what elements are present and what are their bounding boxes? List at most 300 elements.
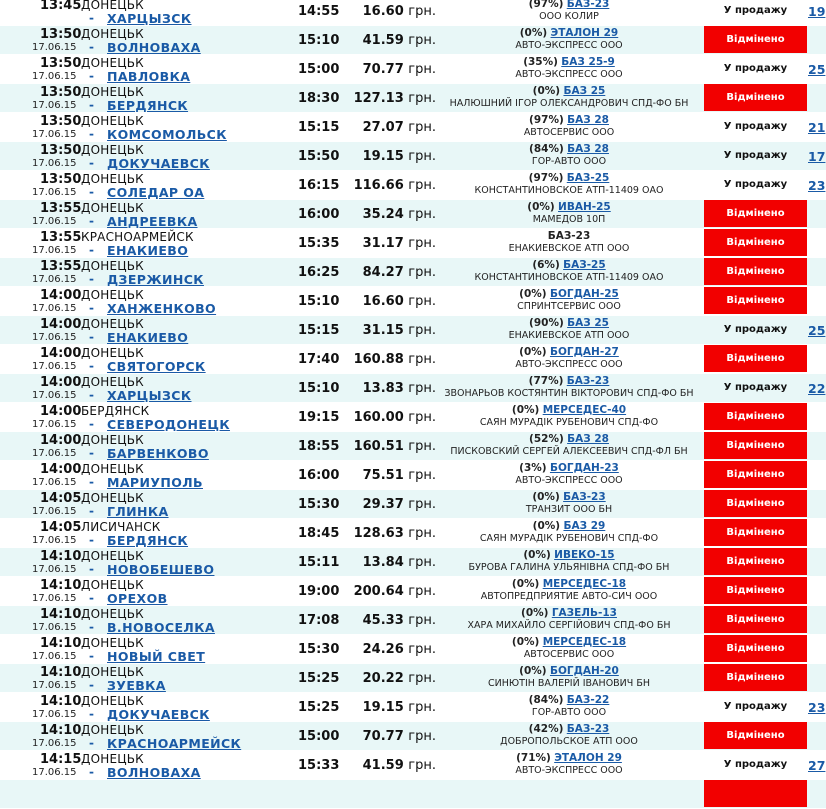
bus-model-link[interactable]: ГАЗЕЛЬ-13 bbox=[551, 607, 617, 619]
departure-cell bbox=[0, 403, 296, 432]
bus-info bbox=[437, 172, 701, 197]
departure-cell bbox=[0, 548, 296, 577]
carrier-name: СПРИНТСЕРВИС ООО bbox=[517, 301, 621, 312]
departure-station: ДОНЕЦЬК bbox=[81, 636, 144, 650]
occupancy-percent: (6%) bbox=[532, 259, 560, 271]
bus-info bbox=[437, 0, 701, 23]
bus-info bbox=[437, 27, 701, 52]
arrival-time: 18:30 bbox=[298, 91, 340, 106]
currency-label: грн. bbox=[408, 584, 436, 599]
departure-date: 17.06.15 bbox=[32, 42, 77, 53]
status-badge: Відмінено bbox=[704, 635, 807, 662]
destination-link[interactable]: В.НОВОСЕЛКА bbox=[107, 620, 215, 635]
departure-time: 14:10 bbox=[40, 723, 82, 738]
destination-link[interactable]: ВОЛНОВАХА bbox=[107, 40, 201, 55]
currency-label: грн. bbox=[408, 497, 436, 512]
destination-link[interactable]: БЕРДЯНСК bbox=[107, 98, 189, 113]
arrival-time: 15:11 bbox=[298, 555, 340, 570]
departure-station: ДОНЕЦЬК bbox=[81, 549, 144, 563]
arrival-time: 15:10 bbox=[298, 33, 340, 48]
ticket-price: 27.07 грн. bbox=[362, 120, 436, 135]
route-dash: - bbox=[89, 330, 94, 344]
destination-link[interactable]: ХАРЦЫЗСК bbox=[107, 388, 192, 403]
table-row bbox=[0, 693, 826, 722]
route-dash: - bbox=[89, 243, 94, 257]
bus-info bbox=[437, 694, 701, 719]
seats-link[interactable]: 21 bbox=[808, 120, 826, 135]
bus-info bbox=[437, 549, 701, 574]
route-dash: - bbox=[89, 678, 94, 692]
arrival-time: 19:00 bbox=[298, 584, 340, 599]
destination-link[interactable]: СОЛЕДАР ОА bbox=[107, 185, 205, 200]
departure-date: 17.06.15 bbox=[32, 390, 77, 401]
destination-link[interactable]: КРАСНОАРМЕЙСК bbox=[107, 736, 242, 751]
destination-link[interactable]: НОВОБЕШЕВО bbox=[107, 562, 215, 577]
ticket-price: 16.60 грн. bbox=[362, 4, 436, 19]
seats-link[interactable]: 19 bbox=[808, 4, 826, 19]
departure-date: 17.06.15 bbox=[32, 767, 77, 778]
destination-link[interactable]: СВЯТОГОРСК bbox=[107, 359, 206, 374]
seats-link[interactable]: 22 bbox=[808, 381, 826, 396]
destination-link[interactable]: ДОКУЧАЕВСК bbox=[107, 156, 210, 171]
occupancy-percent: (0%) bbox=[519, 665, 547, 677]
departure-cell bbox=[0, 113, 296, 142]
departure-time: 14:00 bbox=[40, 375, 82, 390]
status-badge: У продажу bbox=[723, 324, 788, 335]
table-row bbox=[0, 171, 826, 200]
departure-time: 14:05 bbox=[40, 491, 82, 506]
departure-cell bbox=[0, 519, 296, 548]
status-badge: У продажу bbox=[723, 701, 788, 712]
bus-model-link[interactable]: БАЗ-22 bbox=[566, 694, 610, 706]
bus-model-link[interactable]: МЕРСЕДЕС-18 bbox=[542, 578, 627, 590]
status-badge: Відмінено bbox=[704, 200, 807, 227]
departure-time: 13:50 bbox=[40, 114, 82, 129]
carrier-name: КОНСТАНТИНОВСКОЕ АТП-11409 ОАО bbox=[474, 185, 664, 196]
carrier-name: ХАРА МИХАЙЛО СЕРГІЙОВИЧ СПД-ФО БН bbox=[467, 620, 671, 631]
departure-date: 17.06.15 bbox=[32, 71, 77, 82]
destination-link[interactable]: ВОЛНОВАХА bbox=[107, 765, 201, 780]
status-badge: Відмінено bbox=[704, 722, 807, 749]
departure-time: 13:45 bbox=[40, 0, 82, 13]
table-row bbox=[0, 26, 826, 55]
bus-model-link[interactable]: ЭТАЛОН 29 bbox=[554, 752, 622, 764]
arrival-time: 15:50 bbox=[298, 149, 340, 164]
route-dash: - bbox=[89, 562, 94, 576]
departure-date: 17.06.15 bbox=[32, 622, 77, 633]
departure-cell bbox=[0, 374, 296, 403]
arrival-time: 16:25 bbox=[298, 265, 340, 280]
seats-link[interactable]: 23 bbox=[808, 700, 826, 715]
carrier-name: САЯН МУРАДІК РУБЕНОВИЧ СПД-ФО bbox=[479, 417, 659, 428]
bus-model-link[interactable]: БАЗ 28 bbox=[567, 143, 609, 155]
route-dash: - bbox=[89, 185, 94, 199]
departure-date: 17.06.15 bbox=[32, 593, 77, 604]
route-dash: - bbox=[89, 707, 94, 721]
table-row bbox=[0, 432, 826, 461]
destination-link[interactable]: СЕВЕРОДОНЕЦК bbox=[107, 417, 230, 432]
bus-info bbox=[437, 259, 701, 284]
route-dash: - bbox=[89, 156, 94, 170]
departure-date: 17.06.15 bbox=[32, 535, 77, 546]
departure-cell bbox=[0, 84, 296, 113]
arrival-time: 15:15 bbox=[298, 323, 340, 338]
departure-station: ДОНЕЦЬК bbox=[81, 27, 144, 41]
departure-cell bbox=[0, 664, 296, 693]
arrival-time: 18:55 bbox=[298, 439, 340, 454]
ticket-price: 41.59 грн. bbox=[362, 33, 436, 48]
currency-label: грн. bbox=[408, 149, 436, 164]
bus-model-link[interactable]: ЭТАЛОН 29 bbox=[550, 27, 619, 39]
bus-model-link[interactable]: БАЗ 28 bbox=[567, 114, 609, 126]
destination-link[interactable]: ХАРЦЫЗСК bbox=[107, 11, 192, 26]
status-badge: Відмінено bbox=[704, 548, 807, 575]
route-dash: - bbox=[89, 214, 94, 228]
currency-label: грн. bbox=[408, 265, 436, 280]
status-badge: Відмінено bbox=[704, 84, 807, 111]
bus-info bbox=[437, 201, 701, 226]
departure-cell bbox=[0, 345, 296, 374]
status-badge: Відмінено bbox=[704, 432, 807, 459]
currency-label: грн. bbox=[408, 236, 436, 251]
arrival-time: 15:00 bbox=[298, 729, 340, 744]
departure-station: ДОНЕЦЬК bbox=[81, 172, 144, 186]
departure-date: 17.06.15 bbox=[32, 332, 77, 343]
bus-info bbox=[437, 317, 701, 342]
arrival-time: 15:10 bbox=[298, 294, 340, 309]
carrier-name: АВТОСЕРВИС ООО bbox=[523, 649, 615, 660]
table-row bbox=[0, 461, 826, 490]
departure-time: 13:55 bbox=[40, 201, 82, 216]
carrier-name: ПИСКОВСКИЙ СЕРГЕЙ АЛЕКСЕЕВИЧ СПД-ФЛ БН bbox=[450, 446, 688, 457]
carrier-name: АВТО-ЭКСПРЕСС ООО bbox=[515, 765, 623, 776]
bus-model-link[interactable]: ИВЕКО-15 bbox=[554, 549, 615, 561]
departure-time: 13:55 bbox=[40, 259, 82, 274]
bus-info bbox=[437, 143, 701, 168]
table-row bbox=[0, 200, 826, 229]
departure-cell bbox=[0, 287, 296, 316]
ticket-price: 45.33 грн. bbox=[362, 613, 436, 628]
occupancy-percent: (0%) bbox=[527, 201, 555, 213]
departure-station: ДОНЕЦЬК bbox=[81, 114, 144, 128]
occupancy-percent: (0%) bbox=[511, 636, 540, 648]
arrival-time: 16:00 bbox=[298, 468, 340, 483]
departure-date: 17.06.15 bbox=[32, 158, 77, 169]
arrival-time: 16:00 bbox=[298, 207, 340, 222]
bus-info bbox=[437, 752, 701, 777]
bus-model-link[interactable]: БОГДАН-23 bbox=[549, 462, 619, 474]
destination-link[interactable]: ЕНАКИЕВО bbox=[107, 330, 189, 345]
bus-model-link[interactable]: БОГДАН-27 bbox=[549, 346, 619, 358]
departure-time: 13:50 bbox=[40, 56, 82, 71]
bus-info bbox=[437, 491, 701, 516]
departure-cell bbox=[0, 635, 296, 664]
status-badge: У продажу bbox=[723, 759, 788, 770]
carrier-name: ЕНАКИЕВСКОЕ АТП ООО bbox=[508, 243, 630, 254]
carrier-name: ЗВОНАРЬОВ КОСТЯНТИН ВІКТОРОВИЧ СПД-ФО БН bbox=[444, 388, 694, 399]
currency-label: грн. bbox=[408, 62, 436, 77]
route-dash: - bbox=[89, 504, 94, 518]
ticket-price: 16.60 грн. bbox=[362, 294, 436, 309]
arrival-time: 15:10 bbox=[298, 381, 340, 396]
currency-label: грн. bbox=[408, 410, 436, 425]
departure-cell bbox=[0, 26, 296, 55]
bus-model-link[interactable]: МЕРСЕДЕС-40 bbox=[542, 404, 627, 416]
departure-cell bbox=[0, 142, 296, 171]
departure-cell bbox=[0, 171, 296, 200]
departure-date: 17.06.15 bbox=[32, 274, 77, 285]
route-dash: - bbox=[89, 620, 94, 634]
departure-cell bbox=[0, 461, 296, 490]
status-badge: Відмінено bbox=[704, 229, 807, 256]
departure-date: 17.06.15 bbox=[32, 187, 77, 198]
bus-model-link[interactable]: БАЗ-25 bbox=[566, 172, 610, 184]
bus-model-link[interactable]: БОГДАН-25 bbox=[549, 288, 619, 300]
occupancy-percent: (0%) bbox=[532, 85, 561, 97]
bus-model-link[interactable]: БАЗ 28 bbox=[567, 433, 609, 445]
destination-link[interactable]: БАРВЕНКОВО bbox=[107, 446, 209, 461]
currency-label: грн. bbox=[408, 352, 436, 367]
currency-label: грн. bbox=[408, 613, 436, 628]
table-row bbox=[0, 287, 826, 316]
departure-cell bbox=[0, 722, 296, 751]
currency-label: грн. bbox=[408, 120, 436, 135]
departure-cell bbox=[0, 316, 296, 345]
destination-link[interactable]: БЕРДЯНСК bbox=[107, 533, 189, 548]
departure-station: ДОНЕЦЬК bbox=[81, 433, 144, 447]
currency-label: грн. bbox=[408, 439, 436, 454]
departure-station: ДОНЕЦЬК bbox=[81, 143, 144, 157]
seats-link[interactable]: 25 bbox=[808, 62, 826, 77]
arrival-time: 15:00 bbox=[298, 62, 340, 77]
status-badge bbox=[704, 780, 807, 807]
occupancy-percent: (77%) bbox=[528, 375, 564, 387]
destination-link[interactable]: ДОКУЧАЕВСК bbox=[107, 707, 210, 722]
route-dash: - bbox=[89, 475, 94, 489]
occupancy-percent: (0%) bbox=[511, 404, 540, 416]
currency-label: грн. bbox=[408, 178, 436, 193]
table-row bbox=[0, 142, 826, 171]
arrival-time: 17:40 bbox=[298, 352, 340, 367]
ticket-price: 24.26 грн. bbox=[362, 642, 436, 657]
departure-time: 14:10 bbox=[40, 607, 82, 622]
bus-model-link[interactable]: БАЗ 25 bbox=[563, 85, 606, 97]
status-badge: У продажу bbox=[723, 63, 788, 74]
ticket-price: 200.64 грн. bbox=[353, 584, 436, 599]
departure-station: ДОНЕЦЬК bbox=[81, 665, 144, 679]
departure-time: 13:50 bbox=[40, 85, 82, 100]
ticket-price: 20.22 грн. bbox=[362, 671, 436, 686]
ticket-price: 31.17 грн. bbox=[362, 236, 436, 251]
departure-date: 17.06.15 bbox=[32, 100, 77, 111]
departure-date: 17.06.15 bbox=[32, 216, 77, 227]
status-badge: У продажу bbox=[723, 150, 788, 161]
table-row bbox=[0, 345, 826, 374]
departure-station: ДОНЕЦЬК bbox=[81, 317, 144, 331]
route-dash: - bbox=[89, 765, 94, 779]
route-dash: - bbox=[89, 98, 94, 112]
bus-info bbox=[437, 230, 701, 255]
occupancy-percent: (0%) bbox=[532, 520, 561, 532]
table-row bbox=[0, 258, 826, 287]
occupancy-percent: (35%) bbox=[523, 56, 558, 68]
bus-model-link[interactable]: БАЗ-25 bbox=[563, 259, 606, 271]
departure-time: 14:00 bbox=[40, 346, 82, 361]
arrival-time: 14:55 bbox=[298, 4, 340, 19]
departure-station: ДОНЕЦЬК bbox=[81, 375, 144, 389]
arrival-time: 15:15 bbox=[298, 120, 340, 135]
status-badge: Відмінено bbox=[704, 606, 807, 633]
currency-label: грн. bbox=[408, 758, 436, 773]
table-row bbox=[0, 548, 826, 577]
departure-cell bbox=[0, 606, 296, 635]
carrier-name: АВТО-ЭКСПРЕСС ООО bbox=[515, 40, 623, 51]
bus-info bbox=[437, 85, 701, 110]
ticket-price: 13.84 грн. bbox=[362, 555, 436, 570]
status-badge: Відмінено bbox=[704, 519, 807, 546]
destination-link[interactable]: ПАВЛОВКА bbox=[107, 69, 191, 84]
departure-time: 14:10 bbox=[40, 549, 82, 564]
ticket-price: 41.59 грн. bbox=[362, 758, 436, 773]
occupancy-percent: (90%) bbox=[529, 317, 564, 329]
destination-link[interactable]: ХАНЖЕНКОВО bbox=[107, 301, 217, 316]
bus-info bbox=[437, 520, 701, 545]
currency-label: грн. bbox=[408, 468, 436, 483]
departure-time: 14:00 bbox=[40, 433, 82, 448]
status-badge: Відмінено bbox=[704, 287, 807, 314]
departure-time: 14:10 bbox=[40, 665, 82, 680]
status-badge: Відмінено bbox=[704, 403, 807, 430]
seats-link[interactable]: 25 bbox=[808, 323, 826, 338]
destination-link[interactable]: ЗУЕВКА bbox=[107, 678, 166, 693]
destination-link[interactable]: АНДРЕЕВКА bbox=[107, 214, 198, 229]
bus-model-link[interactable]: БАЗ-23 bbox=[566, 375, 610, 387]
table-row bbox=[0, 606, 826, 635]
seats-link[interactable]: 17 bbox=[808, 149, 826, 164]
table-row bbox=[0, 403, 826, 432]
departure-time: 14:10 bbox=[40, 694, 82, 709]
occupancy-percent: (0%) bbox=[519, 27, 548, 39]
departure-date: 17.06.15 bbox=[32, 448, 77, 459]
table-row bbox=[0, 55, 826, 84]
bus-model-link[interactable]: ИВАН-25 bbox=[558, 201, 611, 213]
carrier-name: САЯН МУРАДІК РУБЕНОВИЧ СПД-ФО bbox=[479, 533, 659, 544]
bus-model-link[interactable]: БАЗ-23 bbox=[563, 491, 606, 503]
departure-time: 14:10 bbox=[40, 636, 82, 651]
seats-link[interactable]: 27 bbox=[808, 758, 826, 773]
destination-link[interactable]: ГЛИНКА bbox=[107, 504, 169, 519]
ticket-price: 128.63 грн. bbox=[353, 526, 436, 541]
departure-time: 13:55 bbox=[40, 230, 82, 245]
ticket-price: 19.15 грн. bbox=[362, 149, 436, 164]
carrier-name: АВТОПРЕДПРИЯТИЕ АВТО-СИЧ ООО bbox=[480, 591, 658, 602]
departure-time: 14:00 bbox=[40, 317, 82, 332]
arrival-time: 15:25 bbox=[298, 671, 340, 686]
carrier-name: АВТОСЕРВИС ООО bbox=[523, 127, 615, 138]
table-row bbox=[0, 316, 826, 345]
destination-link[interactable]: КОМСОМОЛЬСК bbox=[107, 127, 227, 142]
destination-link[interactable]: МАРИУПОЛЬ bbox=[107, 475, 203, 490]
currency-label: грн. bbox=[408, 526, 436, 541]
bus-model-link[interactable]: БАЗ-23 bbox=[566, 0, 610, 10]
arrival-time: 15:33 bbox=[298, 758, 340, 773]
ticket-price: 29.37 грн. bbox=[362, 497, 436, 512]
destination-link[interactable]: ОРЕХОВ bbox=[107, 591, 168, 606]
route-dash: - bbox=[89, 127, 94, 141]
bus-model-link[interactable]: БАЗ-23 bbox=[566, 723, 610, 735]
departure-station: ЛИСИЧАНСК bbox=[81, 520, 161, 534]
departure-cell bbox=[0, 432, 296, 461]
ticket-price: 160.88 грн. bbox=[353, 352, 436, 367]
table-row bbox=[0, 84, 826, 113]
departure-date: 17.06.15 bbox=[32, 709, 77, 720]
departure-station: ДОНЕЦЬК bbox=[81, 346, 144, 360]
ticket-price: 84.27 грн. bbox=[362, 265, 436, 280]
table-row bbox=[0, 577, 826, 606]
occupancy-percent: (84%) bbox=[529, 143, 564, 155]
seats-link[interactable]: 23 bbox=[808, 178, 826, 193]
status-badge: Відмінено bbox=[704, 345, 807, 372]
route-dash: - bbox=[89, 446, 94, 460]
destination-link[interactable]: ЕНАКИЕВО bbox=[107, 243, 189, 258]
arrival-time: 18:45 bbox=[298, 526, 340, 541]
bus-model-link: БАЗ-23 bbox=[547, 230, 591, 242]
bus-model-link[interactable]: БАЗ 25 bbox=[567, 317, 609, 329]
route-dash: - bbox=[89, 649, 94, 663]
table-row bbox=[0, 519, 826, 548]
bus-info bbox=[437, 375, 701, 400]
departure-station: ДОНЕЦЬК bbox=[81, 259, 144, 273]
bus-model-link[interactable]: БОГДАН-20 bbox=[549, 665, 619, 677]
departure-cell bbox=[0, 577, 296, 606]
route-dash: - bbox=[89, 736, 94, 750]
status-badge: Відмінено bbox=[704, 490, 807, 517]
departure-date: 17.06.15 bbox=[32, 477, 77, 488]
departure-time: 14:00 bbox=[40, 462, 82, 477]
bus-info bbox=[437, 288, 701, 313]
carrier-name: МАМЕДОВ 10П bbox=[532, 214, 606, 225]
destination-link[interactable]: ДЗЕРЖИНСК bbox=[107, 272, 204, 287]
destination-link[interactable]: НОВЫЙ СВЕТ bbox=[107, 649, 206, 664]
route-dash: - bbox=[89, 533, 94, 547]
bus-info bbox=[437, 433, 701, 458]
occupancy-percent: (0%) bbox=[519, 288, 547, 300]
bus-model-link[interactable]: МЕРСЕДЕС-18 bbox=[542, 636, 627, 648]
departure-date: 17.06.15 bbox=[32, 651, 77, 662]
currency-label: грн. bbox=[408, 642, 436, 657]
bus-info bbox=[437, 404, 701, 429]
bus-model-link[interactable]: БАЗ 29 bbox=[563, 520, 606, 532]
departure-time: 14:00 bbox=[40, 404, 82, 419]
bus-info bbox=[437, 346, 701, 371]
departure-station: ДОНЕЦЬК bbox=[81, 607, 144, 621]
departure-date: 17.06.15 bbox=[32, 738, 77, 749]
route-dash: - bbox=[89, 40, 94, 54]
departure-cell bbox=[0, 229, 296, 258]
table-row bbox=[0, 635, 826, 664]
departure-date: 17.06.15 bbox=[32, 564, 77, 575]
status-badge: У продажу bbox=[723, 121, 788, 132]
departure-cell bbox=[0, 780, 296, 809]
arrival-time: 15:25 bbox=[298, 700, 340, 715]
departure-date: 17.06.15 bbox=[32, 680, 77, 691]
ticket-price: 160.51 грн. bbox=[353, 439, 436, 454]
departure-cell bbox=[0, 693, 296, 722]
bus-model-link[interactable]: БАЗ 25-9 bbox=[561, 56, 615, 68]
carrier-name: АВТО-ЭКСПРЕСС ООО bbox=[515, 359, 623, 370]
occupancy-percent: (97%) bbox=[529, 114, 564, 126]
departure-time: 14:05 bbox=[40, 520, 82, 535]
